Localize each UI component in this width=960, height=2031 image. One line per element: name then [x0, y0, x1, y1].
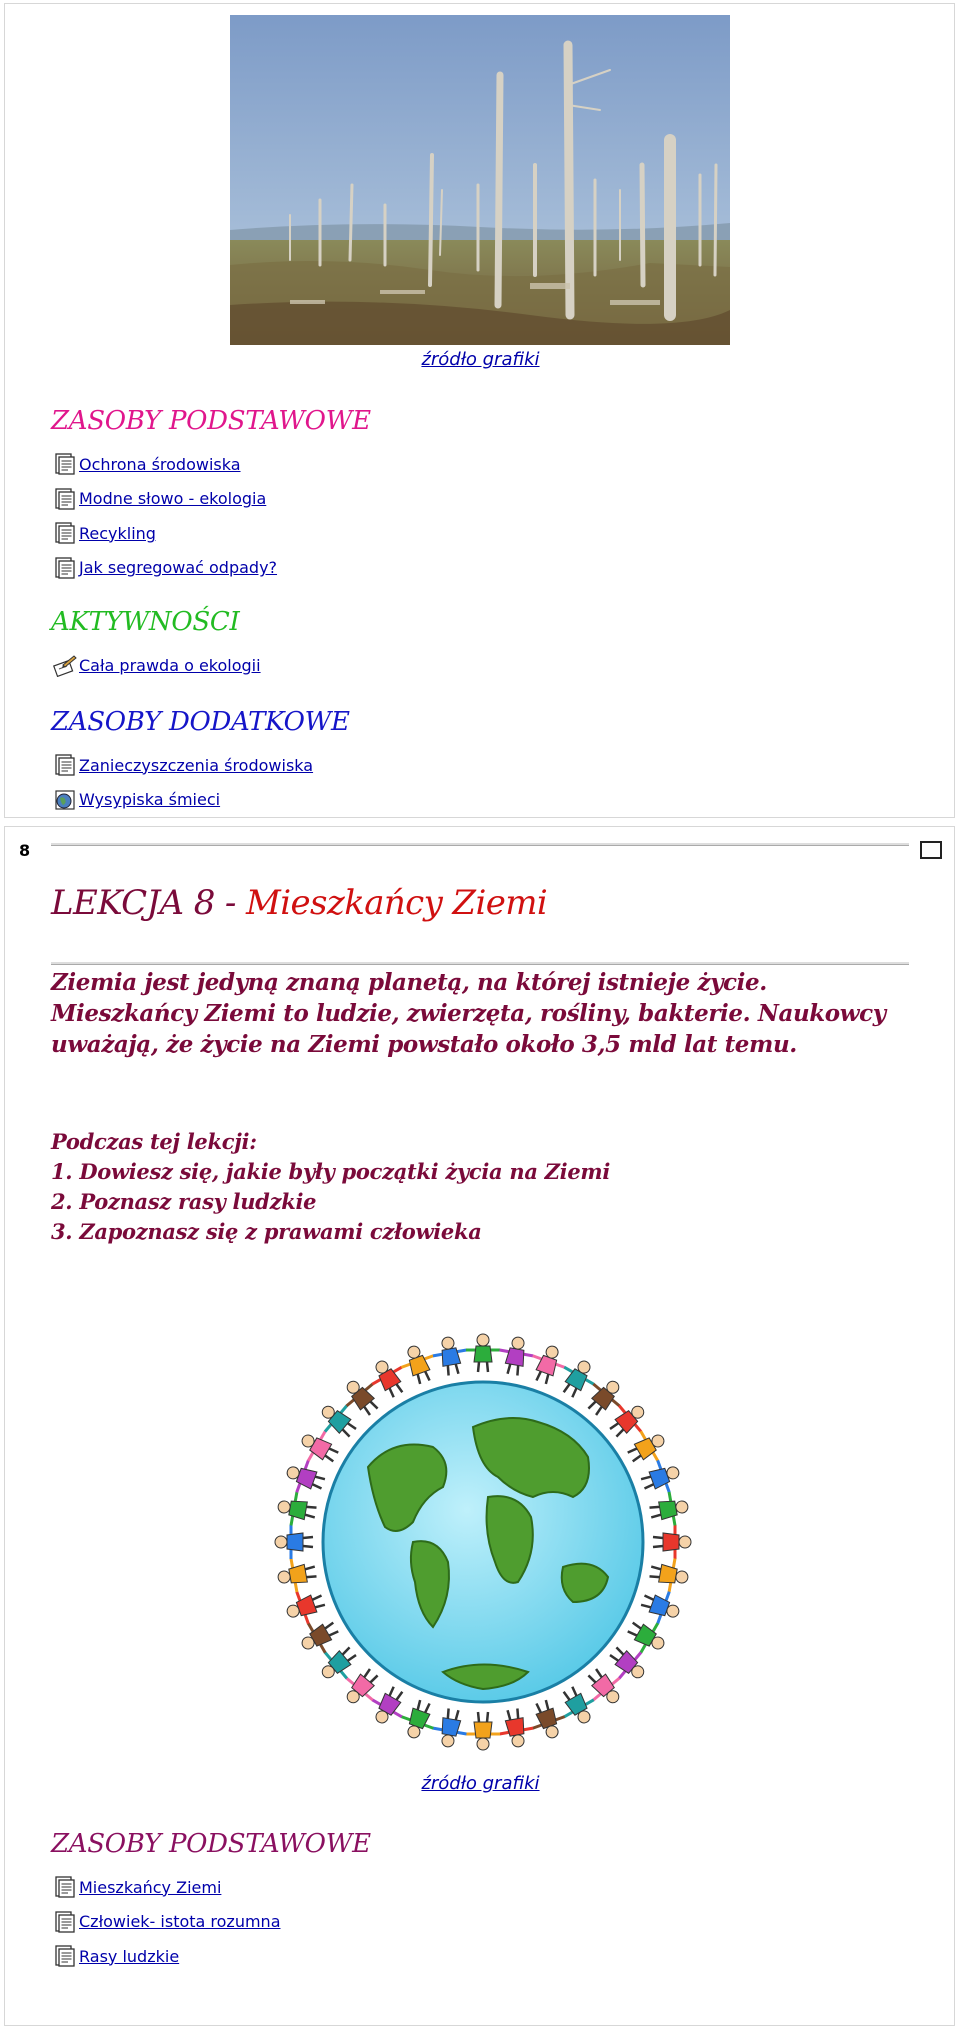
child-figure — [275, 1555, 318, 1595]
activities-heading: AKTYWNOŚCI — [51, 607, 240, 637]
resource-link-zanieczyszczenia[interactable]: Zanieczyszczenia środowiska — [79, 755, 314, 775]
topic-section-8 — [4, 826, 955, 2026]
goal-item-2: 2. Poznasz rasy ludzkie — [51, 1189, 317, 1214]
list-item — [53, 783, 313, 818]
document-icon — [53, 1944, 77, 1968]
child-figure — [496, 1334, 536, 1377]
child-figure — [525, 1341, 570, 1388]
lesson-title — [51, 883, 547, 923]
goals-heading: Podczas tej lekcji: — [51, 1129, 257, 1154]
document-icon — [53, 521, 77, 545]
lesson-goals — [51, 1127, 610, 1247]
child-figure — [637, 1584, 684, 1629]
basic-resources-heading: ZASOBY PODSTAWOWE — [51, 1829, 371, 1859]
list-item — [53, 447, 277, 482]
child-figure — [647, 1489, 690, 1529]
lesson-intro: Ziemia jest jedyną znaną planetą, na której istnieje życie. Mieszkańcy Ziemi to ludzie, zwierzęta, rośliny, bakterie. Naukowcy uważają, że życie na Ziemi powstało około 3,5 mld lat temu. — [51, 969, 886, 1058]
resource-link-ochrona-srodowiska[interactable]: Ochrona środowiska — [79, 454, 241, 474]
resource-link-mieszkancy-ziemi[interactable]: Mieszkańcy Ziemi — [79, 1877, 222, 1897]
child-figure — [275, 1525, 313, 1559]
document-icon — [53, 753, 77, 777]
basic-resources-list — [53, 447, 277, 585]
topic-section-ecology — [4, 3, 955, 818]
child-figure — [653, 1525, 691, 1559]
list-item — [53, 748, 313, 783]
list-item — [53, 1905, 281, 1940]
child-figure — [496, 1706, 536, 1749]
goal-item-3: 3. Zapoznasz się z prawami człowieka — [51, 1219, 482, 1244]
resource-link-jak-segregowac[interactable]: Jak segregować odpady? — [79, 558, 278, 578]
resource-link-rasy-ludzkie[interactable]: Rasy ludzkie — [79, 1946, 180, 1966]
child-figure — [396, 1341, 441, 1388]
resource-link-czlowiek-istota-rozumna[interactable]: Człowiek- istota rozumna — [79, 1912, 281, 1932]
document-icon — [53, 1875, 77, 1899]
list-item — [53, 1939, 281, 1974]
list-item — [53, 648, 261, 683]
resource-link-modne-slowo-ekologia[interactable]: Modne słowo - ekologia — [79, 489, 267, 509]
image-credit — [5, 349, 956, 370]
image-credit-link[interactable]: źródło grafiki — [421, 349, 540, 370]
resource-link-recykling[interactable]: Recykling — [79, 523, 156, 543]
child-figure — [466, 1712, 500, 1750]
lesson-title-main: Mieszkańcy Ziemi — [246, 883, 548, 923]
document-icon — [53, 452, 77, 476]
document-icon — [53, 1910, 77, 1934]
top-divider — [51, 843, 909, 846]
image-credit-link[interactable]: źródło grafiki — [421, 1773, 540, 1794]
child-figure — [396, 1696, 441, 1743]
document-icon — [53, 556, 77, 580]
activities-list — [53, 648, 261, 683]
section-number: 8 — [19, 841, 31, 860]
child-figure — [282, 1584, 329, 1629]
list-item — [53, 482, 277, 517]
resource-link-wysypiska[interactable]: Wysypiska śmieci — [79, 790, 221, 810]
list-item — [53, 1870, 281, 1905]
child-figure — [430, 1706, 470, 1749]
web-page-icon — [53, 788, 77, 812]
child-figure — [466, 1334, 500, 1372]
child-figure — [525, 1696, 570, 1743]
title-divider — [51, 962, 909, 965]
list-item — [53, 551, 277, 586]
goal-item-1: 1. Dowiesz się, jakie były początki życia na Ziemi — [51, 1159, 611, 1184]
globe-with-children-image — [273, 1327, 693, 1757]
child-figure — [275, 1489, 318, 1529]
list-item — [53, 516, 277, 551]
extra-resources-heading: ZASOBY DODATKOWE — [51, 707, 350, 737]
lesson-title-prefix: LEKCJA 8 - — [51, 883, 247, 923]
extra-resources-list — [53, 748, 313, 817]
child-figure — [637, 1455, 684, 1500]
basic-resources-heading: ZASOBY PODSTAWOWE — [51, 406, 371, 436]
child-figure — [282, 1455, 329, 1500]
activity-link-cala-prawda[interactable]: Cała prawda o ekologii — [79, 655, 261, 675]
document-icon — [53, 487, 77, 511]
image-credit — [5, 1773, 956, 1794]
section-collapse-toggle[interactable] — [920, 841, 942, 859]
dead-forest-image — [230, 15, 730, 345]
child-figure — [647, 1555, 690, 1595]
child-figure — [430, 1334, 470, 1377]
quiz-icon — [53, 653, 77, 677]
basic-resources-list — [53, 1870, 281, 1974]
